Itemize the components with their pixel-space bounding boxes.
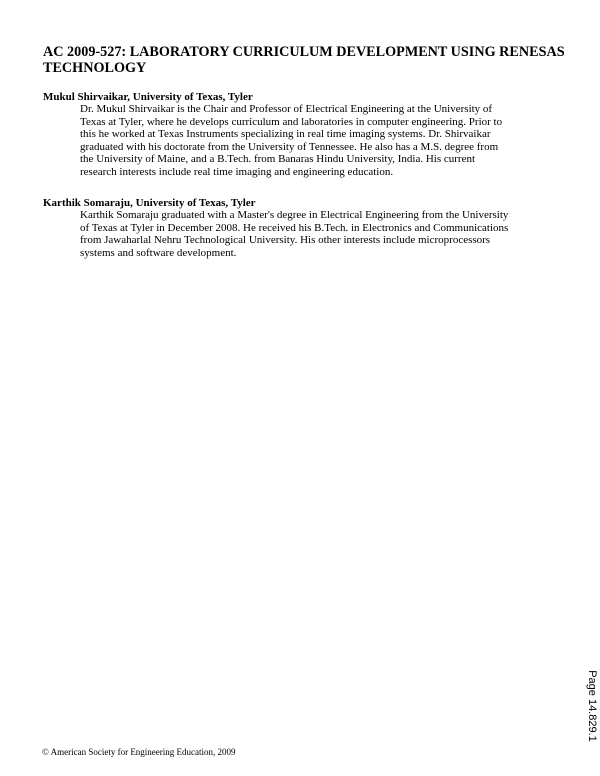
bio-line: of Texas at Tyler in December 2008. He received his B.Tech. in Electronics and Communications [80,221,509,234]
author-heading: Mukul Shirvaikar, University of Texas, Tyler [43,91,253,103]
bio-line: Karthik Somaraju graduated with a Master's degree in Electrical Engineering from the University [80,209,509,221]
paper-title: AC 2009-527: LABORATORY CURRICULUM DEVELOPMENT USING RENESAS TECHNOLOGY [43,44,565,76]
bio-line: systems and software development. [80,246,237,259]
page-number: Page 14.829.1 [586,670,598,742]
bio-line: from Jawaharlal Nehru Technological University. His other interests include microprocessors [80,234,491,247]
bio-line: Texas at Tyler, where he develops curriculum and laboratories in computer engineering. Prior to [80,115,503,128]
author-heading: Karthik Somaraju, University of Texas, Tyler [43,197,256,209]
bio-line: this he worked at Texas Instruments specializing in real time imaging systems. Dr. Shirvaikar [80,128,491,141]
bio-line: research interests include real time imaging and engineering education. [80,165,394,178]
bio-line: graduated with his doctorate from the University of Tennessee. He also has a M.S. degree from [80,140,499,153]
author-bio [80,103,502,179]
bio-line: the University of Maine, and a B.Tech. from Banaras Hindu University, India. His current [80,153,476,166]
author-bio [80,209,508,259]
bio-line: Dr. Mukul Shirvaikar is the Chair and Professor of Electrical Engineering at the University of [80,103,493,115]
copyright-footer: © American Society for Engineering Education, 2009 [42,747,236,757]
